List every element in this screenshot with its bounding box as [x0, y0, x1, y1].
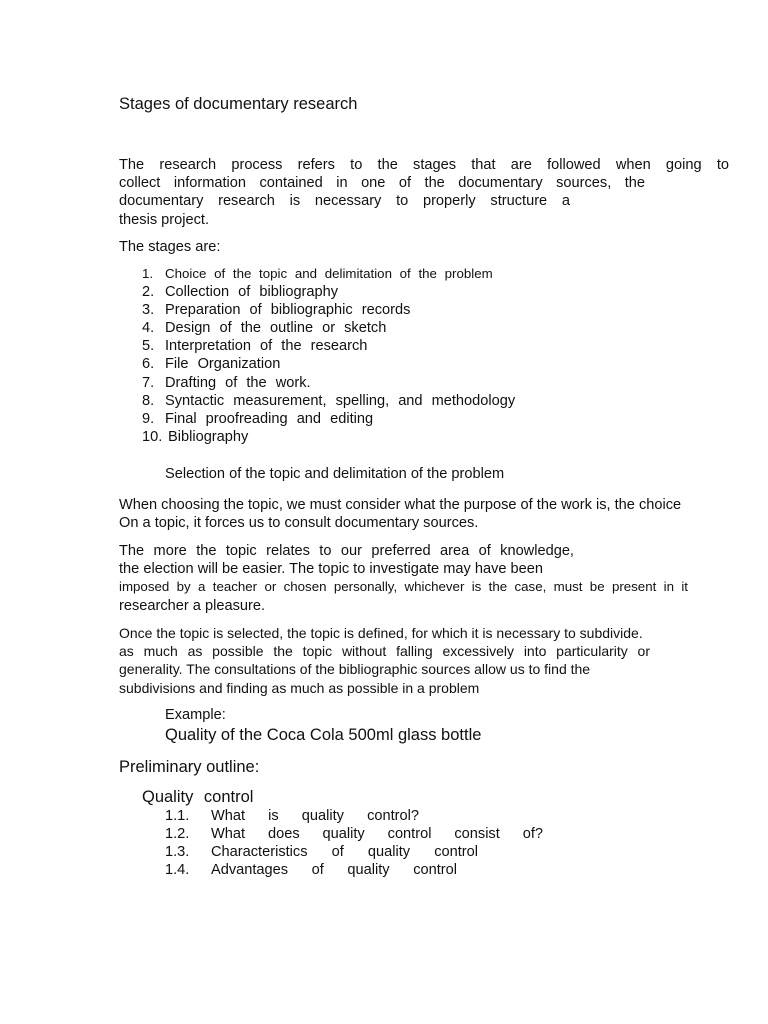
- paragraph-line: as much as possible the topic without falling excessively into particularity or: [119, 643, 650, 660]
- stages-intro: The stages are:: [119, 239, 221, 255]
- intro-paragraph: [119, 156, 729, 229]
- list-item: 1.1. What is quality control?: [165, 808, 419, 824]
- document-title: Stages of documentary research: [119, 95, 358, 113]
- list-item: 4. Design of the outline or sketch: [142, 320, 387, 337]
- stages-list: [142, 265, 515, 446]
- list-item: 9. Final proofreading and editing: [142, 410, 374, 427]
- list-item: 10. Bibliography: [142, 428, 249, 445]
- paragraph-line: subdivisions and finding as much as possible in a problem: [119, 679, 480, 696]
- list-item: 6. File Organization: [142, 356, 281, 373]
- paragraph-line: When choosing the topic, we must consider what the purpose of the work is, the choice: [119, 497, 682, 513]
- list-item: 2. Collection of bibliography: [142, 284, 339, 301]
- topic-defined-paragraph: [119, 624, 729, 697]
- paragraph-line: imposed by a teacher or chosen personally, whichever is the case, must be present in it: [119, 579, 688, 595]
- list-item: 5. Interpretation of the research: [142, 338, 368, 355]
- paragraph-line: the election will be easier. The topic to investigate may have been: [119, 561, 544, 578]
- outline-list: [165, 807, 543, 879]
- intro-line: collect information contained in one of the documentary sources, the: [119, 175, 645, 192]
- list-item: 7. Drafting of the work.: [142, 374, 311, 391]
- list-item: 1.4. Advantages of quality control: [165, 862, 457, 879]
- paragraph-line: Once the topic is selected, the topic is defined, for which it is necessary to subdivide.: [119, 625, 643, 641]
- list-item: 1.3. Characteristics of quality control: [165, 844, 478, 861]
- paragraph-line: On a topic, it forces us to consult documentary sources.: [119, 515, 479, 532]
- paragraph-line: researcher a pleasure.: [119, 597, 266, 614]
- choosing-paragraph: [119, 496, 729, 532]
- intro-line: The research process refers to the stages that are followed when going to: [119, 157, 729, 173]
- paragraph-line: generality. The consultations of the bibliographic sources allow us to find the: [119, 661, 591, 678]
- outline-section-heading: Quality control: [142, 788, 254, 806]
- example-label: Example:: [165, 707, 226, 723]
- list-item: 3. Preparation of bibliographic records: [142, 302, 411, 319]
- example-title: Quality of the Coca Cola 500ml glass bottle: [165, 726, 482, 744]
- list-item: 1. Choice of the topic and delimitation of the problem: [142, 266, 493, 281]
- outline-heading: Preliminary outline:: [119, 758, 260, 776]
- list-item: 1.2. What does quality control consist of?: [165, 826, 543, 843]
- topic-relation-paragraph: [119, 542, 729, 615]
- section-subheading: Selection of the topic and delimitation of the problem: [165, 466, 505, 482]
- intro-line: thesis project.: [119, 211, 210, 228]
- intro-line: documentary research is necessary to properly structure a: [119, 193, 570, 210]
- paragraph-line: The more the topic relates to our preferred area of knowledge,: [119, 543, 574, 559]
- list-item: 8. Syntactic measurement, spelling, and methodology: [142, 392, 516, 409]
